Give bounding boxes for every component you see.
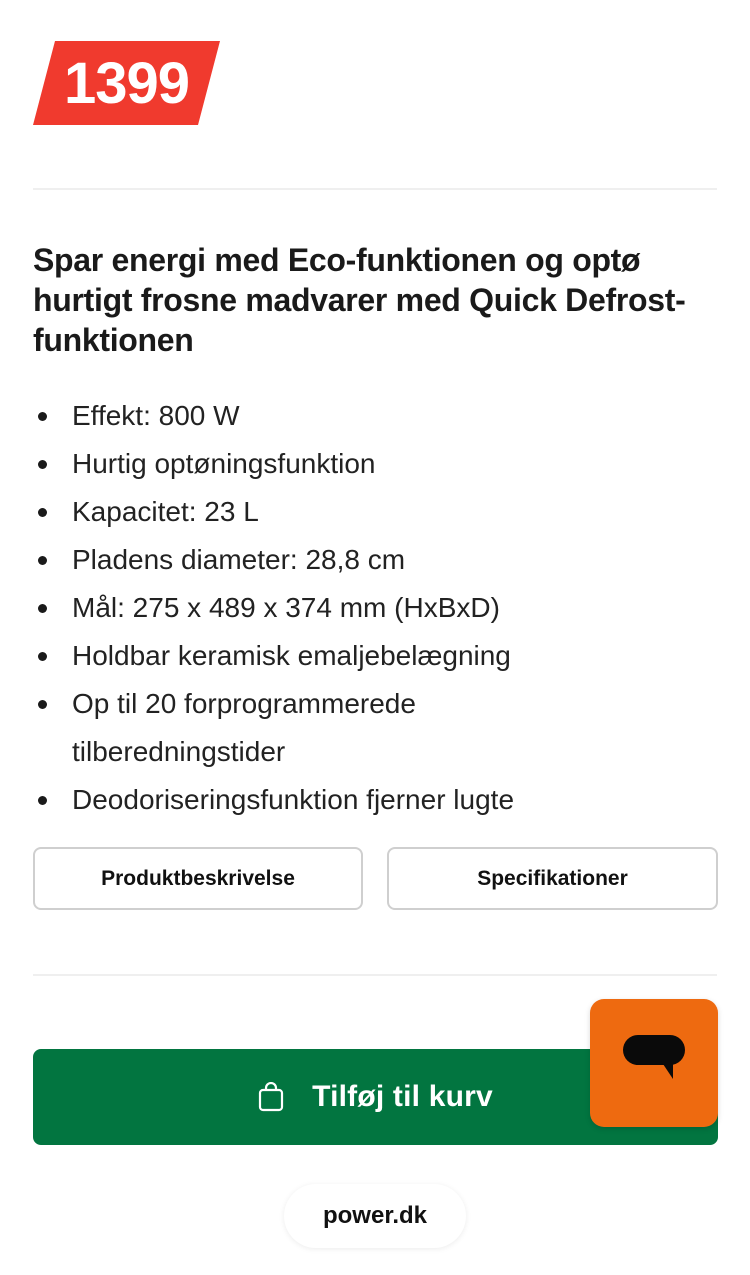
price-badge xyxy=(33,41,220,125)
chat-button[interactable] xyxy=(590,999,718,1127)
add-to-cart-label: Tilføj til kurv xyxy=(312,1080,493,1113)
feature-item: Deodoriseringsfunktion fjerner lugte xyxy=(33,776,723,824)
price-value: 1399 xyxy=(63,50,190,116)
shopping-bag-icon xyxy=(258,1082,284,1112)
feature-item: Op til 20 forprogrammerede tilberedningstider xyxy=(33,680,533,776)
feature-item: Effekt: 800 W xyxy=(33,392,723,440)
feature-item: Holdbar keramisk emaljebelægning xyxy=(33,632,723,680)
feature-item: Mål: 275 x 489 x 374 mm (HxBxD) xyxy=(33,584,723,632)
specifications-button[interactable]: Specifikationer xyxy=(387,847,718,910)
feature-item: Pladens diameter: 28,8 cm xyxy=(33,536,723,584)
product-headline: Spar energi med Eco-funktionen og optø hurtigt frosne madvarer med Quick Defrost-funktionen xyxy=(33,242,686,358)
divider xyxy=(33,974,717,976)
feature-list xyxy=(33,392,723,824)
feature-item: Hurtig optøningsfunktion xyxy=(33,440,723,488)
product-description-button[interactable]: Produktbeskrivelse xyxy=(33,847,363,910)
divider xyxy=(33,188,717,190)
browser-url-bar[interactable]: power.dk xyxy=(284,1184,466,1248)
feature-item: Kapacitet: 23 L xyxy=(33,488,723,536)
chat-bubble-icon xyxy=(623,1035,685,1092)
